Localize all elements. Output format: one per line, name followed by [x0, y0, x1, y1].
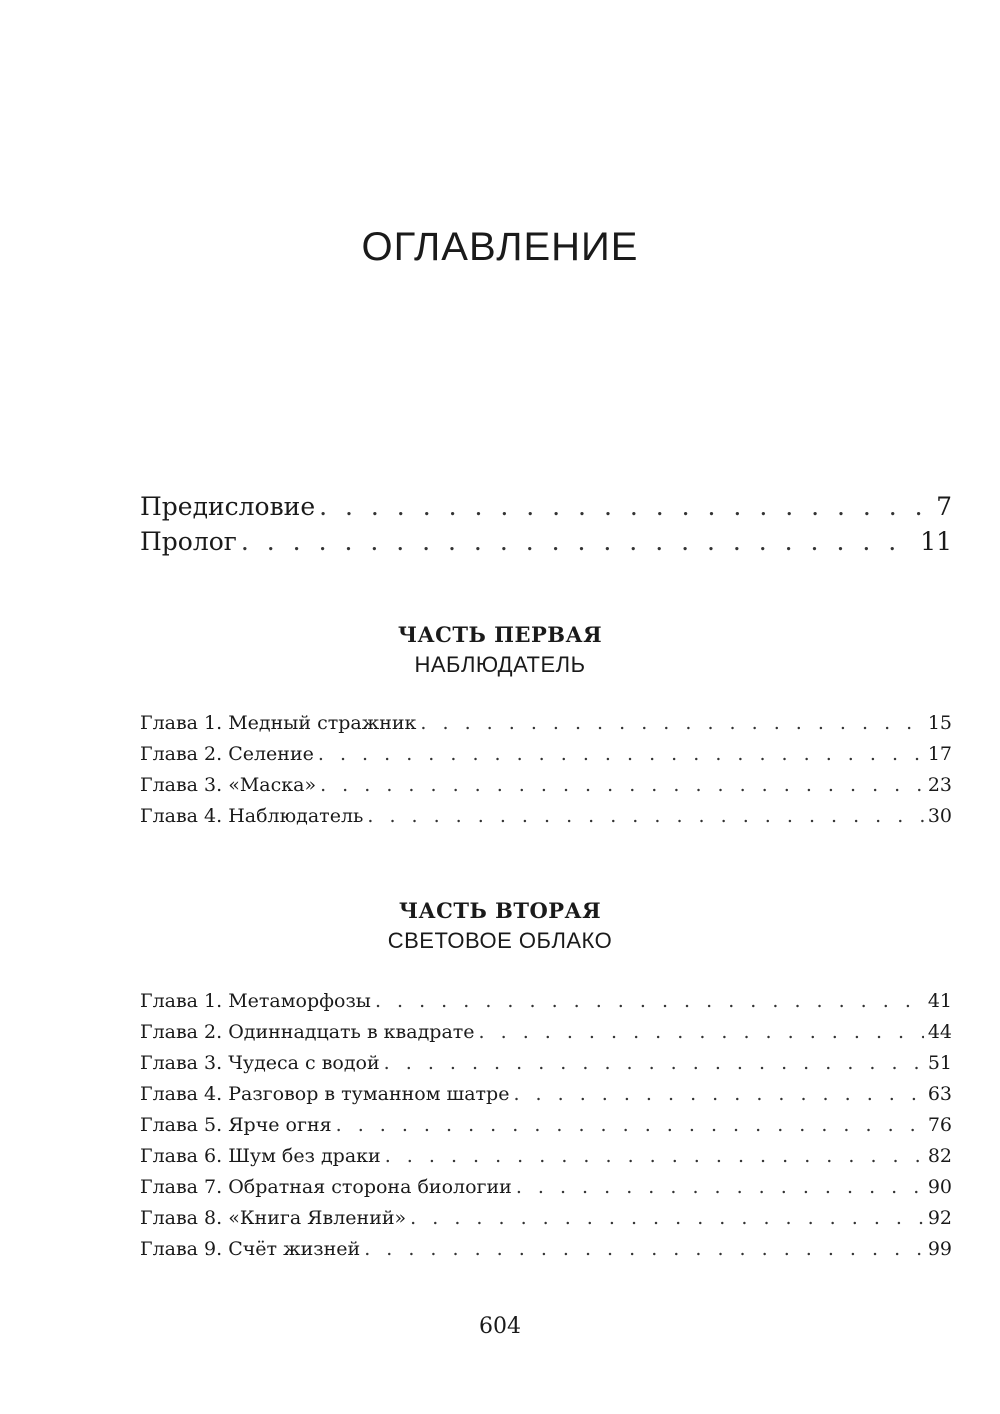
- toc-entry-label: Глава 9. Счёт жизней: [140, 1238, 361, 1260]
- toc-entry-label: Глава 1. Медный стражник: [140, 712, 417, 734]
- dot-leader: [319, 492, 932, 521]
- toc-entry-page: 17: [927, 743, 952, 765]
- toc-entry-chapter[interactable]: [140, 805, 952, 827]
- toc-entry-label: Глава 4. Наблюдатель: [140, 805, 364, 827]
- toc-entry-page: 92: [927, 1207, 952, 1229]
- toc-entry-chapter[interactable]: [140, 1083, 952, 1105]
- toc-entry-label: Глава 3. Чудеса с водой: [140, 1052, 380, 1074]
- dot-leader: [513, 1083, 923, 1105]
- toc-entry-page: 63: [927, 1083, 952, 1105]
- toc-entry-prologue[interactable]: [140, 527, 952, 556]
- toc-entry-label: Пролог: [140, 527, 237, 556]
- toc-entry-label: Глава 8. «Книга Явлений»: [140, 1207, 407, 1229]
- toc-entry-page: 44: [927, 1021, 952, 1043]
- toc-entry-label: Глава 3. «Маска»: [140, 774, 317, 796]
- toc-entry-page: 76: [927, 1114, 952, 1136]
- dot-leader: [367, 805, 923, 827]
- dot-leader: [320, 774, 924, 796]
- toc-entry-page: 51: [927, 1052, 952, 1074]
- dot-leader: [318, 743, 924, 765]
- dot-leader: [410, 1207, 924, 1229]
- toc-entry-chapter[interactable]: [140, 1176, 952, 1198]
- dot-leader: [241, 527, 916, 556]
- toc-entry-page: 41: [927, 990, 952, 1012]
- dot-leader: [364, 1238, 924, 1260]
- toc-entry-label: Глава 1. Метаморфозы: [140, 990, 371, 1012]
- toc-entry-chapter[interactable]: [140, 1052, 952, 1074]
- toc-entry-page: 82: [927, 1145, 952, 1167]
- toc-entry-page: 23: [927, 774, 952, 796]
- toc-entry-label: Глава 4. Разговор в туманном шатре: [140, 1083, 510, 1105]
- toc-entry-page: 11: [920, 527, 952, 556]
- dot-leader: [384, 1052, 924, 1074]
- toc-entry-chapter[interactable]: [140, 1114, 952, 1136]
- part-heading: ЧАСТЬ ВТОРАЯ: [398, 898, 602, 923]
- toc-entry-chapter[interactable]: [140, 1207, 952, 1229]
- toc-entry-chapter[interactable]: [140, 1145, 952, 1167]
- toc-entry-label: Глава 6. Шум без драки: [140, 1145, 381, 1167]
- toc-entry-chapter[interactable]: [140, 1238, 952, 1260]
- toc-entry-label: Глава 2. Одиннадцать в квадрате: [140, 1021, 475, 1043]
- dot-leader: [375, 990, 924, 1012]
- toc-entry-chapter[interactable]: [140, 990, 952, 1012]
- toc-entry-chapter[interactable]: [140, 712, 952, 734]
- toc-entry-label: Глава 5. Ярче огня: [140, 1114, 332, 1136]
- toc-entry-chapter[interactable]: [140, 743, 952, 765]
- toc-entry-chapter[interactable]: [140, 1021, 952, 1043]
- dot-leader: [420, 712, 923, 734]
- toc-entry-label: Предисловие: [140, 492, 316, 521]
- part-heading: ЧАСТЬ ПЕРВАЯ: [397, 622, 603, 647]
- page-title: ОГЛАВЛЕНИЕ: [361, 225, 639, 269]
- part-subtitle: НАБЛЮДАТЕЛЬ: [414, 652, 586, 677]
- dot-leader: [336, 1114, 924, 1136]
- part-subtitle: СВЕТОВОЕ ОБЛАКО: [387, 928, 613, 953]
- dot-leader: [479, 1021, 924, 1043]
- toc-entry-page: 99: [927, 1238, 952, 1260]
- toc-entry-page: 30: [927, 805, 952, 827]
- toc-entry-page: 7: [936, 492, 952, 521]
- dot-leader: [385, 1145, 924, 1167]
- dot-leader: [516, 1176, 924, 1198]
- toc-entry-page: 15: [927, 712, 952, 734]
- toc-entry-preface[interactable]: [140, 492, 952, 521]
- toc-entry-page: 90: [927, 1176, 952, 1198]
- toc-entry-chapter[interactable]: [140, 774, 952, 796]
- toc-entry-label: Глава 2. Селение: [140, 743, 314, 765]
- page-number: 604: [479, 1314, 521, 1339]
- toc-entry-label: Глава 7. Обратная сторона биологии: [140, 1176, 512, 1198]
